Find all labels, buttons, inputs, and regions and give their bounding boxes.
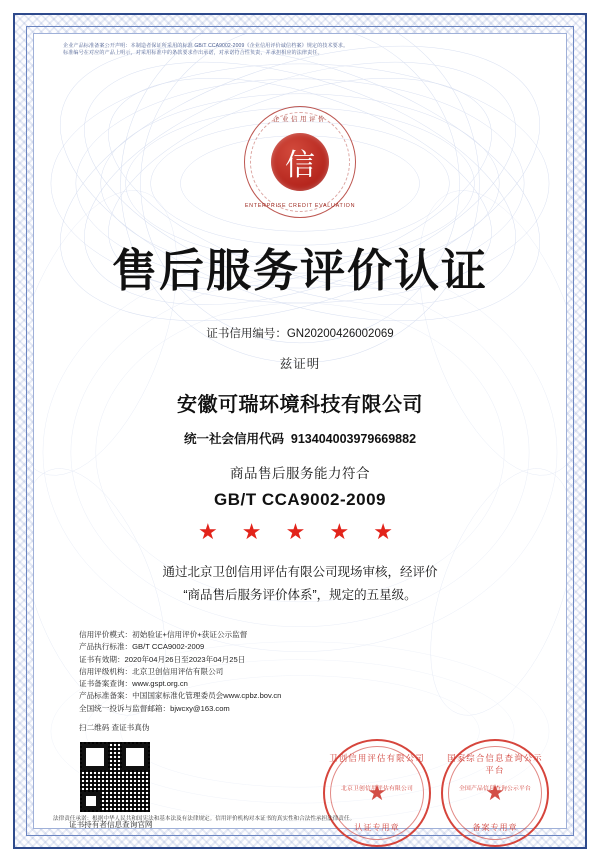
description-line-2: “商品售后服务评价体系”，规定的五星级。 bbox=[183, 587, 417, 602]
stamp-arc-top-text: 国家综合信息查询公示平台 bbox=[447, 753, 543, 776]
micro-declaration-line-2: 标准编号在对应的产品上明示，对采用标准中的条款要求作出承诺，对承诺符合性负责，并承担相应的法律责任。 bbox=[63, 50, 323, 57]
qr-code-icon[interactable] bbox=[79, 741, 151, 813]
list-item: 产品执行标准：GB/T CCA9002-2009 bbox=[79, 642, 205, 652]
seal-center-character: 信 bbox=[271, 133, 329, 191]
star-rating: ★ ★ ★ ★ ★ bbox=[197, 518, 403, 544]
certificate-number-label: 证书信用编号： bbox=[206, 327, 287, 340]
qr-caption: 证书持有者信息查询官网 bbox=[69, 820, 153, 830]
stamp-evaluation-agency bbox=[323, 739, 431, 847]
page-title: 售后服务评价认证 bbox=[111, 245, 488, 296]
certificate-number bbox=[61, 325, 539, 341]
list-item: 产品标准备案：中国国家标准化管理委员会www.cpbz.bov.cn bbox=[79, 691, 282, 701]
micro-declaration-text bbox=[61, 43, 539, 58]
legal-statement: 法律责任承诺：根据中华人民共和国宪法和基本法及有法律规定。信用评价机构对本证书的真实性和合法性承担法律责任。 bbox=[53, 815, 356, 822]
scan-instruction: 扫二维码 查证书真伪 bbox=[79, 723, 150, 733]
list-item: 全国统一投诉与监督邮箱：bjwcxy@163.com bbox=[79, 703, 230, 713]
list-item: 信用评级机构：北京卫创信用评估有限公司 bbox=[79, 666, 224, 676]
credit-code-label: 统一社会信用代码 bbox=[183, 431, 284, 446]
company-name: 安徽可瑞环境科技有限公司 bbox=[177, 393, 423, 416]
micro-declaration-line-1: 企业产品标准备案公开声明：本制造者保证所采用的标准 GB/T CCA9002-2009《企业信用评价诚信档案》规定的技术要求。 bbox=[63, 43, 349, 49]
stamp-bottom-text: 认证专用章 bbox=[354, 823, 400, 833]
credit-code-row bbox=[61, 429, 539, 447]
description-line-1: 通过北京卫创信用评估有限公司现场审核，经评价 bbox=[162, 564, 438, 579]
list-item: 信用评价模式：初始验证+信用评价+获证公示监督 bbox=[79, 630, 248, 639]
seal-bottom-label: ENTERPRISE CREDIT EVALUATION bbox=[244, 202, 356, 209]
scope-text: 商品售后服务能力符合 bbox=[230, 465, 370, 481]
qr-corner-marker bbox=[82, 792, 100, 810]
stamp-middle-text: 全国产品信息查询公示平台 bbox=[459, 786, 531, 793]
details-list bbox=[61, 629, 539, 715]
list-item: 证书备案查询：www.gspt.org.cn bbox=[79, 679, 188, 689]
list-item: 证书有效期：2020年04月26日至2023年04月25日 bbox=[79, 654, 246, 664]
description-text bbox=[61, 561, 539, 607]
seal-top-label: 企业信用评价 bbox=[273, 115, 327, 123]
stamp-bottom-text: 备案专用章 bbox=[472, 823, 518, 833]
star-icon: ★ bbox=[485, 780, 505, 806]
credit-evaluation-seal-icon bbox=[244, 106, 356, 218]
standard-code: GB/T CCA9002-2009 bbox=[214, 489, 386, 509]
stamp-middle-text: 北京卫创信用评估有限公司 bbox=[341, 786, 413, 793]
certificate-content bbox=[33, 33, 567, 833]
verification-row bbox=[61, 739, 543, 859]
star-icon: ★ bbox=[367, 780, 387, 806]
hereby-certify-text: 兹证明 bbox=[279, 356, 321, 371]
certificate-number-value: GN20200426002069 bbox=[286, 327, 394, 340]
stamp-record-platform bbox=[441, 739, 549, 847]
stamp-arc-top-text: 卫创信用评估有限公司 bbox=[329, 753, 425, 764]
credit-code-value: 913404003979669882 bbox=[290, 431, 417, 446]
